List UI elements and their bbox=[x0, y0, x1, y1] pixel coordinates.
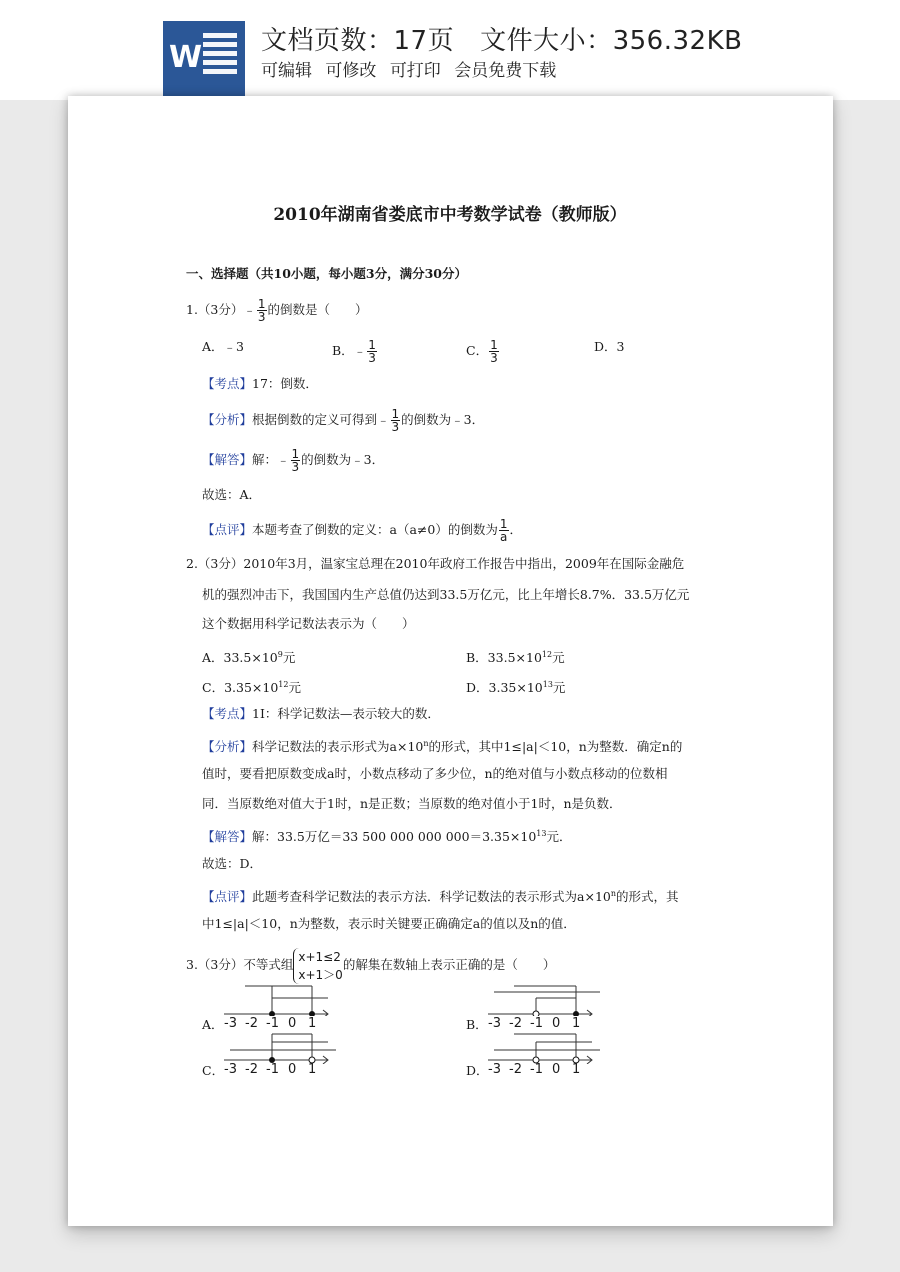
q1-option-c: C． $\frac{1}{3}$ bbox=[466, 338, 498, 365]
q2-dianping-2: 中1≤|a|＜10，n为整数，表示时关键要正确确定a的值以及n的值． bbox=[202, 916, 576, 931]
file-info-header bbox=[0, 0, 900, 100]
q1-option-a: A．﹣3 bbox=[202, 339, 244, 354]
q2-fenxi-3: 同．当原数绝对值大于1时，n是正数；当原数的绝对值小于1时，n是负数． bbox=[202, 796, 622, 811]
q2-line-3: 这个数据用科学记数法表示为（ ） bbox=[202, 616, 415, 631]
q1-option-d: D．3 bbox=[594, 339, 625, 354]
q3-option-a-label: A． bbox=[202, 1017, 224, 1032]
number-line-b: -3 -2 -1 0 1 bbox=[484, 982, 604, 1032]
page-count: 文档页数：17页 bbox=[261, 26, 455, 56]
q2-fenxi-1: 【分析】科学记数法的表示形式为$a\times 10^n$的形式，其中1≤|a|＜10，n为整数．确定n的 bbox=[202, 739, 683, 755]
word-document-icon bbox=[163, 21, 245, 97]
q2-option-d: D．$3.35\times 10^{13}$元 bbox=[466, 680, 566, 696]
q2-fenxi-2: 值时，要看把原数变成a时，小数点移动了多少位，n的绝对值与小数点移动的位数相 bbox=[202, 766, 668, 781]
q1-answer: 故选：A． bbox=[202, 487, 262, 502]
q1-option-b: B．﹣ $\frac{1}{3}$ bbox=[332, 338, 376, 365]
q1-kaodian: 【考点】17：倒数． bbox=[202, 376, 318, 391]
q2-dianping-1: 【点评】此题考查科学记数法的表示方法．科学记数法的表示形式为$a\times 10^n$的形式，其 bbox=[202, 889, 679, 905]
q2-answer: 故选：D． bbox=[202, 856, 263, 871]
number-line-a: -3 -2 -1 0 1 bbox=[220, 982, 340, 1032]
question-1-stem: 1.（3分）﹣ $\frac{1}{3}$ 的倒数是（ ） bbox=[186, 297, 368, 324]
q3-option-d-label: D． bbox=[466, 1063, 489, 1078]
section-heading: 一、选择题（共10小题，每小题3分，满分30分） bbox=[186, 266, 467, 281]
inequality-system: x+1≤2 x+1＞0 bbox=[293, 948, 342, 984]
q1-dianping: 【点评】本题考查了倒数的定义：a（a≠0）的倒数为 $\frac{1}{a}$ ． bbox=[202, 517, 523, 544]
feature-free-download: 会员免费下载 bbox=[454, 61, 557, 81]
q2-option-c: C．$3.35\times 10^{12}$元 bbox=[202, 680, 301, 696]
q1-fenxi: 【分析】根据倒数的定义可得到﹣ $\frac{1}{3}$ 的倒数为﹣3． bbox=[202, 407, 485, 434]
feature-modifiable: 可修改 bbox=[325, 61, 377, 81]
q3-stem: 3.（3分）不等式组 x+1≤2 x+1＞0 的解集在数轴上表示正确的是（ ） bbox=[186, 949, 556, 982]
feature-printable: 可打印 bbox=[389, 61, 441, 81]
q2-line-1: 2.（3分）2010年3月，温家宝总理在2010年政府工作报告中指出，2009年在国际金融危 bbox=[186, 556, 685, 571]
q2-option-a: A．$33.5\times 10^9$元 bbox=[202, 650, 296, 666]
feature-editable: 可编辑 bbox=[261, 61, 312, 81]
q3-option-b-label: B． bbox=[466, 1017, 488, 1032]
file-size: 文件大小：356.32KB bbox=[480, 26, 743, 56]
fraction: $\frac{1}{3}$ bbox=[257, 297, 266, 324]
number-line-c: -3 -2 -1 0 1 bbox=[220, 1030, 340, 1080]
file-info-title bbox=[261, 20, 742, 57]
q3-option-c-label: C． bbox=[202, 1063, 225, 1078]
q2-jieda: 【解答】解：33.5万亿＝33 500 000 000 $000=3.35\times 10^{13}$元． bbox=[202, 829, 572, 845]
number-line-d: -3 -2 -1 0 1 bbox=[484, 1030, 604, 1080]
q2-option-b: B．$33.5\times 10^{12}$元 bbox=[466, 650, 565, 666]
feature-list bbox=[261, 56, 564, 81]
document-title: 2010年湖南省娄底市中考数学试卷（教师版） bbox=[273, 205, 627, 225]
q1-jieda: 【解答】解：﹣ $\frac{1}{3}$ 的倒数为﹣3． bbox=[202, 447, 385, 474]
q2-kaodian: 【考点】1I：科学记数法—表示较大的数． bbox=[202, 706, 440, 721]
q2-line-2: 机的强烈冲击下，我国国内生产总值仍达到33.5万亿元，比上年增长8.7%．33.5万亿元 bbox=[202, 587, 690, 602]
word-letter: W bbox=[169, 40, 203, 75]
